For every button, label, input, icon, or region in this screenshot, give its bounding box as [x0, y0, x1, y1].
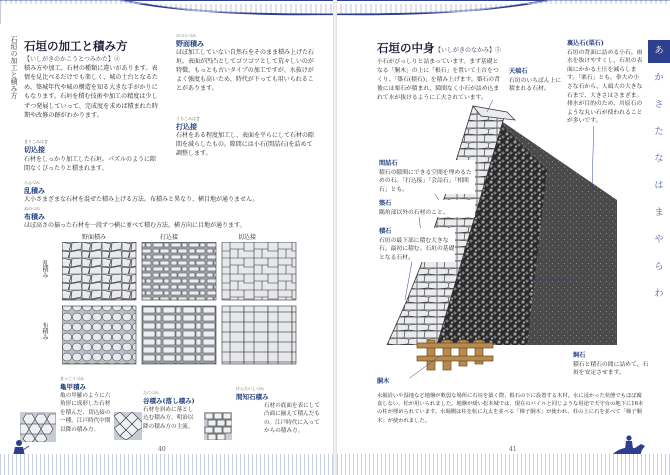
callout-dogi: 胴木 — [377, 378, 413, 387]
term-kirikomi: 切込接 — [24, 145, 45, 154]
callout-tsukiishi: 築石 隅角部以外の石材のこと。 — [379, 200, 475, 217]
right-page-number: 41 — [509, 446, 517, 453]
term-nunozumi: 布積み — [24, 212, 45, 221]
callout-tsumiishi: 積石 石垣の最下部に積む大きな石。最初に積む。石垣の基礎となる石材。 — [379, 228, 455, 261]
right-subtitle: 【いしがきのなかみ】⑤ — [435, 47, 502, 54]
index-tabs — [648, 40, 670, 370]
grid-row-head: 布積み — [41, 322, 48, 340]
kenchi-pattern-thumb — [204, 412, 232, 440]
tab-sa[interactable]: さ — [654, 100, 664, 110]
grid-row-head: 乱積み — [41, 260, 48, 278]
tab-ta[interactable]: た — [654, 127, 664, 137]
term-ruby: きっこうづみ — [60, 376, 84, 381]
term-tanizumi-desc: 石材を斜めに落とし込む積み方。明治以降の積み方の主流。 — [143, 407, 194, 430]
term-ruby: のづらづみ — [176, 33, 196, 38]
grid-col-head: 野面積み — [82, 234, 107, 241]
left-subtitle: 【いしがきのかこうとつみかた】④ — [24, 56, 120, 63]
callout-tenba: 天端石 石垣のいちばん上に積まれる石材。 — [509, 68, 565, 94]
term-kikko: 亀甲積み — [60, 383, 86, 391]
left-page-number: 40 — [158, 446, 166, 453]
left-title: 石垣の加工と積み方 — [24, 39, 128, 53]
term-kikko-desc: 亀の甲羅のように六角形に成形した石材を積んだ、切込接の一種。江戸時代中期以降の積み方。 — [60, 393, 111, 433]
grid-col-head: 切込接 — [238, 234, 257, 241]
term-ruby: らんづみ — [24, 180, 40, 185]
tab-na[interactable]: な — [654, 154, 664, 164]
right-title: 石垣の中身 — [377, 41, 435, 55]
tanizumi-pattern-thumb — [114, 412, 142, 440]
left-page — [0, 0, 333, 475]
tab-ya[interactable]: や — [654, 235, 664, 245]
tab-ka[interactable]: か — [654, 73, 664, 83]
term-kenchi: 間知石積み — [236, 393, 269, 401]
tab-ma[interactable]: ま — [654, 208, 664, 218]
tab-a[interactable]: あ — [648, 40, 670, 63]
term-ruby: うちこみはぎ — [176, 116, 200, 121]
term-tanizumi: 谷積み(落し積み) — [143, 397, 195, 405]
term-nozura: 野面積み — [176, 39, 204, 48]
term-kirikomi-desc: 石材をしっかり加工した石垣。パズルのように隙間なくぴったりと積まれます。 — [24, 156, 157, 172]
term-uchikomi: 打込接 — [176, 122, 197, 131]
term-ruby: きりこみはぎ — [24, 139, 48, 144]
right-page — [337, 0, 670, 475]
term-kenchi-desc: 石材の底面を表にして凸面に揃えて積んだもの。江戸時代に入ってからの積み方。 — [264, 403, 320, 435]
term-nozura-desc: ほぼ加工していない自然石をそのまま積み上げた石垣。表面が凹凸としてゴツゴツとして荒々しいのが特徴。もっとも古いタイプの加工ですが、水抜けがよく強度も高いため、時代が下っても用いられることがあります。 — [176, 49, 315, 92]
bottom-stripe — [337, 454, 670, 475]
term-ruby: たにづみ — [143, 390, 159, 395]
left-intro: 積み方や加工、石材の種類に違いがあります。表情を見比べるだけでも楽しく、城の土台となるため、築城年代や城の構造を知る大きな手がかりにもなります。石垣を積む技術や加工の精度は少しずつ発展していって、完成度を求めば積まれた時期や改修の跡がわかります。 — [24, 65, 158, 120]
right-intro: 小石がびっしりと詰まっています。まず基礎となる「胴木」の上に「根石」を置いて土台をつくり、「築石(積石)」を積み上げます。築石の背後には栗石が積まれ、隙間なく小石が詰め込まれて水が抜けるように工夫されています。 — [377, 59, 500, 101]
bottom-stripe — [0, 454, 333, 475]
term-nunozumi-desc: ほぼ高さの揃った石材を一段ずつ横に並べて積む方法。横方向に目地が通ります。 — [24, 222, 246, 229]
callout-kaiishi: 飼石 積石と積石の間に詰めて、石垣を安定させます。 — [573, 352, 651, 378]
callout-maduzume: 間詰石 積石の隙間にできる空間を埋めるための石。「打込接」「会詰石」「相間石」とも。 — [379, 160, 475, 194]
side-title: 石垣の加工と積み方 — [10, 36, 18, 99]
tab-ha[interactable]: は — [654, 181, 664, 191]
dogi-description: 水堀沿いや湿地など地盤が軟弱な場所に石垣を築く際、根石の下に設置する木材。水に浸かった状態でもほぼ腐食しない、松が用いられました。地盤が緩い松本城では、現在のバイルと同じような用途で天守台の地下に16本の柱が埋められています。水堀側は柱を杭に丸太を並べる「梯子胴木」が使われ、柱の上に石を並べて「梯子胴木」が使われました。 — [377, 393, 644, 424]
term-uchikomi-desc: 石材をある程度加工し、表面を平らにして石材の隙間を減らしたもの。隙間には小石(間詰石)を詰めて調整します。 — [176, 132, 315, 157]
tab-ra[interactable]: ら — [654, 262, 664, 272]
term-ranzumi: 乱積み — [24, 186, 45, 195]
stone-pattern-grid — [62, 242, 322, 370]
term-ruby: けんちいしづみ — [236, 386, 264, 391]
tab-wa[interactable]: わ — [654, 289, 664, 299]
term-ranzumi-desc: 大小さまざまな石材を混ぜた積み上げる方法。布積みと異なり、横目地が通りません。 — [24, 196, 259, 203]
callout-uragome: 裏込石(栗石) 石垣の背面に詰める小石。雨水を抜けやすくし、石垣の表面にかかる土圧を減らします。「栗石」とも。拳大の小さな石から、人頭大の大きな石まで、大きさはさまざま。排水が目的のため、川原石のような丸い石が使われることが多いです。 — [567, 40, 643, 125]
grid-col-head: 打込接 — [160, 234, 179, 241]
term-ruby: ぬのづみ — [24, 206, 40, 211]
